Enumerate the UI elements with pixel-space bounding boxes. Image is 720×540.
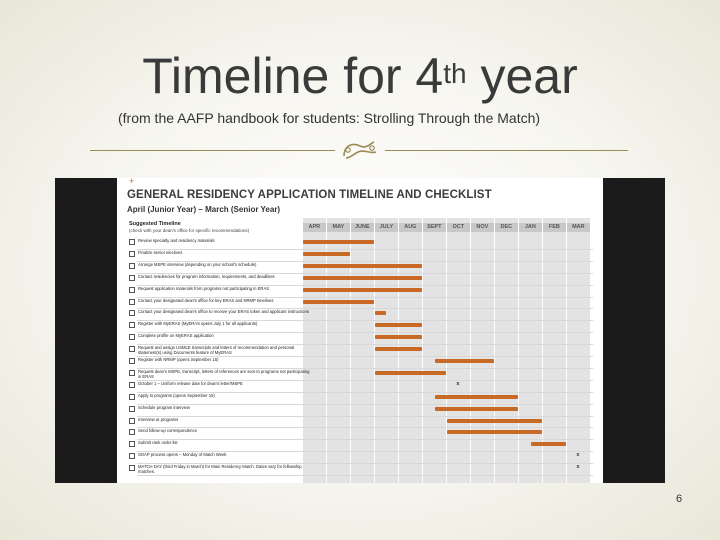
- month-column: [327, 218, 350, 483]
- month-label: FEB: [543, 223, 566, 232]
- month-label: JULY: [375, 223, 398, 232]
- divider-right: [385, 150, 628, 151]
- page-number: 6: [676, 493, 683, 505]
- timeline-bar: [531, 442, 566, 446]
- checkbox: [129, 382, 135, 388]
- divider-left: [90, 150, 335, 151]
- task-label: MATCH DAY (third Friday in March) for Main Residency Match. Dates vary for fellowship matches.: [138, 464, 302, 475]
- timeline-bar: [375, 323, 422, 327]
- checkbox: [129, 299, 135, 305]
- timeline-subtitle: April (Junior Year) – March (Senior Year): [127, 205, 281, 214]
- timeline-title: GENERAL RESIDENCY APPLICATION TIMELINE AND CHECKLIST: [127, 189, 492, 201]
- task-label: Submit rank order list: [138, 440, 178, 446]
- accent-mark: +: [129, 178, 135, 186]
- month-label: APR: [303, 223, 326, 232]
- task-label: Request dean's MSPE, transcript, letters of references are sent to programs not participating in ERAS: [138, 368, 310, 379]
- month-column: [567, 218, 590, 483]
- slide-subtitle: (from the AAFP handbook for students: Strolling Through the Match): [118, 110, 541, 126]
- checkbox: [129, 406, 135, 412]
- suggested-timeline-note: (check with your dean's office for specific recommendations): [129, 228, 250, 233]
- checkbox: [129, 394, 135, 400]
- task-label: Contact residencies for program information, requirements, and deadlines: [138, 273, 275, 279]
- checkbox: [129, 453, 135, 459]
- checkbox: [129, 429, 135, 435]
- task-label: Send follow-up correspondence: [138, 428, 197, 434]
- timeline-bar: [303, 264, 422, 268]
- timeline-bar: [435, 359, 494, 363]
- row-divider: [137, 475, 593, 476]
- slide-title: [0, 48, 720, 104]
- task-label: Arrange MSPE interview (depending on your school's schedule): [138, 261, 257, 267]
- month-column: [447, 218, 470, 483]
- month-label: DEC: [495, 223, 518, 232]
- task-label: Complete profile on MyERAS application: [138, 333, 214, 339]
- task-label: Contact your designated dean's office for key ERAS and NRMP timelines: [138, 297, 274, 303]
- month-label: MAR: [567, 223, 590, 232]
- x-mark: x: [576, 464, 580, 471]
- timeline-bar: [303, 300, 374, 304]
- month-label: JUNE: [351, 223, 374, 232]
- checkbox: [129, 263, 135, 269]
- checkbox: [129, 239, 135, 245]
- timeline-bar: [375, 335, 422, 339]
- checkbox: [129, 418, 135, 424]
- checkbox: [129, 441, 135, 447]
- checkbox: [129, 358, 135, 364]
- task-label: Review specialty and residency materials: [138, 238, 215, 243]
- timeline-bar: [435, 407, 518, 411]
- title-superscript: th: [443, 58, 467, 89]
- title-main: Timeline for 4: [142, 48, 444, 104]
- month-column: [351, 218, 374, 483]
- month-column: [471, 218, 494, 483]
- task-label: October 1 – Uniform release date for dean's letter/MSPE: [138, 380, 243, 386]
- task-label: Contact your designated dean's office to receive your ERAS token and applicant instructions: [138, 309, 309, 315]
- task-label: SOAP process opens – Monday of Match Week: [138, 452, 227, 458]
- task-label: Request application materials from programs not participating in ERAS: [138, 285, 270, 291]
- timeline-bar: [447, 430, 542, 434]
- scroll-ornament-icon: [340, 138, 380, 162]
- timeline-bar: [303, 276, 422, 280]
- timeline-bar: [303, 288, 422, 292]
- task-label: Apply to programs (opens September 15): [138, 392, 215, 398]
- timeline-image: [117, 178, 603, 483]
- checkbox: [129, 370, 135, 376]
- task-label: Register with MyERAS (MyERAS opens July 1 for all applicants): [138, 321, 258, 327]
- checkbox: [129, 334, 135, 340]
- timeline-bar: [435, 395, 518, 399]
- checkbox: [129, 346, 135, 352]
- month-label: MAY: [327, 223, 350, 232]
- timeline-bar: [375, 371, 446, 375]
- checkbox: [129, 287, 135, 293]
- title-end: year: [466, 48, 578, 104]
- month-label: NOV: [471, 223, 494, 232]
- task-label: Finalize senior electives: [138, 249, 183, 255]
- month-column: [423, 218, 446, 483]
- checkbox: [129, 310, 135, 316]
- timeline-bar: [303, 252, 350, 256]
- checkbox: [129, 322, 135, 328]
- timeline-bar: [303, 240, 374, 244]
- checkbox: [129, 251, 135, 257]
- timeline-bar: [447, 419, 542, 423]
- task-label: Register with NRMP (opens September 15): [138, 357, 219, 362]
- timeline-bar: [375, 311, 386, 315]
- month-label: OCT: [447, 223, 470, 232]
- timeline-bar: [375, 347, 422, 351]
- task-label: Interview at programs: [138, 416, 179, 422]
- suggested-timeline-label: Suggested Timeline: [129, 221, 181, 227]
- month-label: AUG: [399, 223, 422, 232]
- checkbox: [129, 275, 135, 281]
- x-mark: x: [576, 452, 580, 459]
- month-label: JAN: [519, 223, 542, 232]
- x-mark: x: [456, 380, 460, 387]
- task-label: Schedule program interview: [138, 404, 190, 410]
- checkbox: [129, 465, 135, 471]
- month-column: [495, 218, 518, 483]
- task-label: Request and assign USMLE transcripts and letters of recommendation and personal statement(s) using Documents feature of MyERAS: [138, 345, 295, 356]
- month-label: SEPT: [423, 223, 446, 232]
